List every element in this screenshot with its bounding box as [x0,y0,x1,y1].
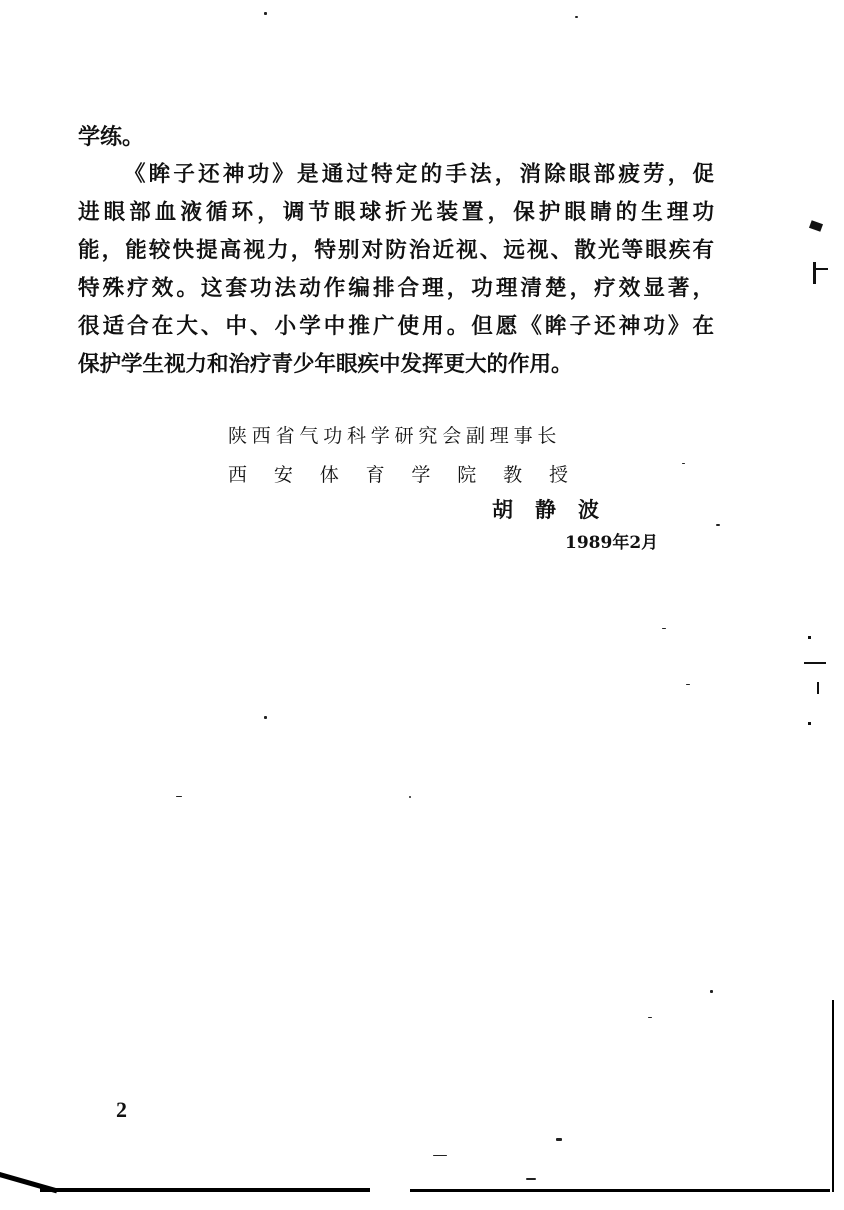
paragraph-line: 特殊疗效。这套功法动作编排合理，功理清楚，疗效显著， [78,276,714,301]
page-number: 2 [116,1097,127,1122]
margin-mark [809,220,823,232]
scan-speck [264,716,267,719]
paragraph-line: 《眸子还神功》是通过特定的手法，消除眼部疲劳，促 [124,162,714,187]
scan-speck [433,1155,447,1156]
body-paragraph [78,156,714,384]
paragraph-line: 保护学生视力和治疗青少年眼疾中发挥更大的作用。 [78,352,573,377]
scan-speck [264,12,267,15]
scan-edge [832,1000,834,1192]
scan-speck [176,796,182,797]
signature-title-1: 陕西省气功科学研究会副理事长 [228,425,562,447]
margin-mark [816,268,828,270]
scan-speck [662,628,666,629]
paragraph-line: 进眼部血液循环，调节眼球折光装置，保护眼睛的生理功 [78,200,714,225]
scan-edge [40,1188,370,1192]
signature-name: 胡静波 [492,497,621,522]
margin-mark [804,662,826,664]
paragraph-line: 能，能较快提高视力，特别对防治近视、远视、散光等眼疾有 [78,238,714,263]
signature-title-2: 西安体育学院教授 [228,464,568,486]
continued-text-line: 学练。 [78,124,145,150]
scan-speck [526,1178,536,1180]
scan-edge [410,1189,830,1192]
margin-mark [808,722,811,725]
margin-mark [808,636,811,639]
scan-speck [716,524,720,526]
signature-date: 1989年2月 [565,533,659,553]
scan-speck [686,684,690,685]
scan-speck [648,1017,652,1018]
margin-mark [813,262,816,284]
scan-speck [409,796,411,798]
margin-mark [817,682,819,694]
scan-speck [575,16,578,18]
scan-speck [710,990,713,993]
paragraph-line: 很适合在大、中、小学中推广使用。但愿《眸子还神功》在 [78,314,714,339]
scan-speck [682,463,685,464]
scan-speck [556,1138,562,1141]
